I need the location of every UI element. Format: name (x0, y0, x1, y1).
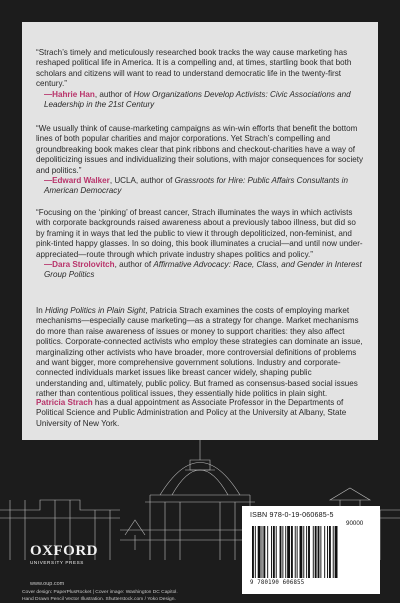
author-name: Patricia Strach (36, 398, 93, 407)
price-code: 90000 (346, 520, 363, 527)
quote-author: —Hahrie Han (44, 90, 95, 99)
quote-author: —Dara Strolovitch (44, 260, 115, 269)
quote-book-title: Grassroots for Hire: Public Affairs Consultants in American Democracy (44, 176, 348, 195)
endorsement-quote-2 (36, 124, 364, 197)
endorsement-quote-1 (36, 48, 364, 110)
barcode-bar (313, 526, 314, 578)
quote-affiliation: , author of (95, 90, 134, 99)
barcode-bar (333, 526, 334, 578)
barcode-bar (273, 526, 275, 578)
barcode-bar (255, 526, 256, 578)
quote-attribution (36, 90, 364, 111)
barcode-bar (335, 526, 338, 578)
barcode-bar (300, 526, 303, 578)
book-description (36, 306, 364, 400)
barcode-bar (318, 526, 320, 578)
barcode-bar (282, 526, 283, 578)
description-book-title: Hiding Politics in Plain Sight (45, 306, 145, 315)
barcode-bar (291, 526, 293, 578)
barcode-bar (303, 526, 304, 578)
barcode-bar (267, 526, 268, 578)
publisher-url: www.oup.com (30, 581, 64, 587)
quote-book-title: How Organizations Develop Activists: Civic Associations and Leadership in the 21st Century (44, 90, 351, 109)
quote-attribution (36, 260, 364, 281)
barcode-bar (276, 526, 277, 578)
barcode-bar (271, 526, 272, 578)
barcode-bar (263, 526, 265, 578)
barcode-bar (329, 526, 331, 578)
quote-book-title: Affirmative Advocacy: Race, Class, and Gender in Interest Group Politics (44, 260, 362, 279)
quote-text: “Focusing on the ‘pinking’ of breast cancer, Strach illuminates the ways in which activists with corporate backgrounds raised awareness about a previously taboo illness, but did so by framing it in ways that led the public to view it through depoliticized, non-feminist, and pink-tinted happy glasses. In so doing, this book illuminates a crucial—and until now under-appreciated—route through which private industry shapes politics and policy.” (36, 208, 364, 260)
credits-line-2: Hand Drawn Pencil Vector Illustration. Shutterstock.com / Yoko Design. (22, 597, 272, 603)
quote-affiliation: , UCLA, author of (110, 176, 175, 185)
cover-credits (22, 590, 272, 603)
quote-text: “We usually think of cause-marketing campaigns as win-win efforts that benefit the bottom lines of both popular charities and major corporations. Yet Strach’s compelling and groundbreaking book makes clear that pink ribbons and checkout-charities have a way of depoliticizing issues and individualizing their solutions, with major consequences for society and politics.” (36, 124, 364, 176)
barcode-bar (285, 526, 286, 578)
author-bio (36, 398, 364, 429)
barcode-bar (287, 526, 290, 578)
barcode-bar (252, 526, 254, 578)
barcode-bar (297, 526, 298, 578)
quote-affiliation: , author of (115, 260, 154, 269)
publisher-name: OXFORD (30, 544, 98, 559)
quote-author: —Edward Walker (44, 176, 110, 185)
barcode-bar (308, 526, 310, 578)
barcode-bar (315, 526, 317, 578)
oxford-logo (30, 544, 98, 565)
quote-text: “Strach’s timely and meticulously researched book tracks the way cause marketing has reshaped political life in America. It is a compelling and, at times, startling book that both scholars and citizens will want to read to understand democratic life in the twenty-first century.” (36, 48, 364, 90)
barcode-bar (262, 526, 263, 578)
barcode-bar (327, 526, 328, 578)
barcode-bar (280, 526, 282, 578)
description-body: , Patricia Strach examines the costs of employing market mechanisms—especially cause marketing—as a strategy for change. Market mechanisms do more than raise awareness of issues or money to support charities: they also affect politics. Corporate-connected activists who employ these strategies can dominate an issue, marginalizing other activists who have broader, more controversial definitions of problems and want bigger, more comprehensive government solutions. Industry and corporate-connected individuals market issues like breast cancer widely, shaping public understanding and, ultimately, public policy. But framed as consensus-based social issues rather than contentious political issues, they essentially hide politics in plain sight. (36, 306, 363, 398)
endorsement-quote-3 (36, 208, 364, 281)
author-bio-text: has a dual appointment as Associate Professor in the Departments of Political Science and Public Administration and Policy at the University at Albany, State University of New York. (36, 398, 346, 428)
barcode-bar (295, 526, 296, 578)
isbn-barcode-box (242, 506, 380, 594)
barcode-bar (258, 526, 261, 578)
publisher-subtitle: UNIVERSITY PRESS (30, 560, 98, 565)
barcode-digits: 9 780190 606855 (250, 580, 372, 586)
credits-line-1: Cover design: PaperPlusRocket | Cover image: Washington DC Capitol. (22, 590, 272, 597)
barcode-icon (250, 526, 370, 578)
quote-attribution (36, 176, 364, 197)
barcode-bar (306, 526, 307, 578)
isbn-label: ISBN 978-0-19-060685-5 (250, 511, 334, 519)
barcode-bar (324, 526, 325, 578)
barcode-bar (320, 526, 321, 578)
description-lead: In (36, 306, 45, 315)
